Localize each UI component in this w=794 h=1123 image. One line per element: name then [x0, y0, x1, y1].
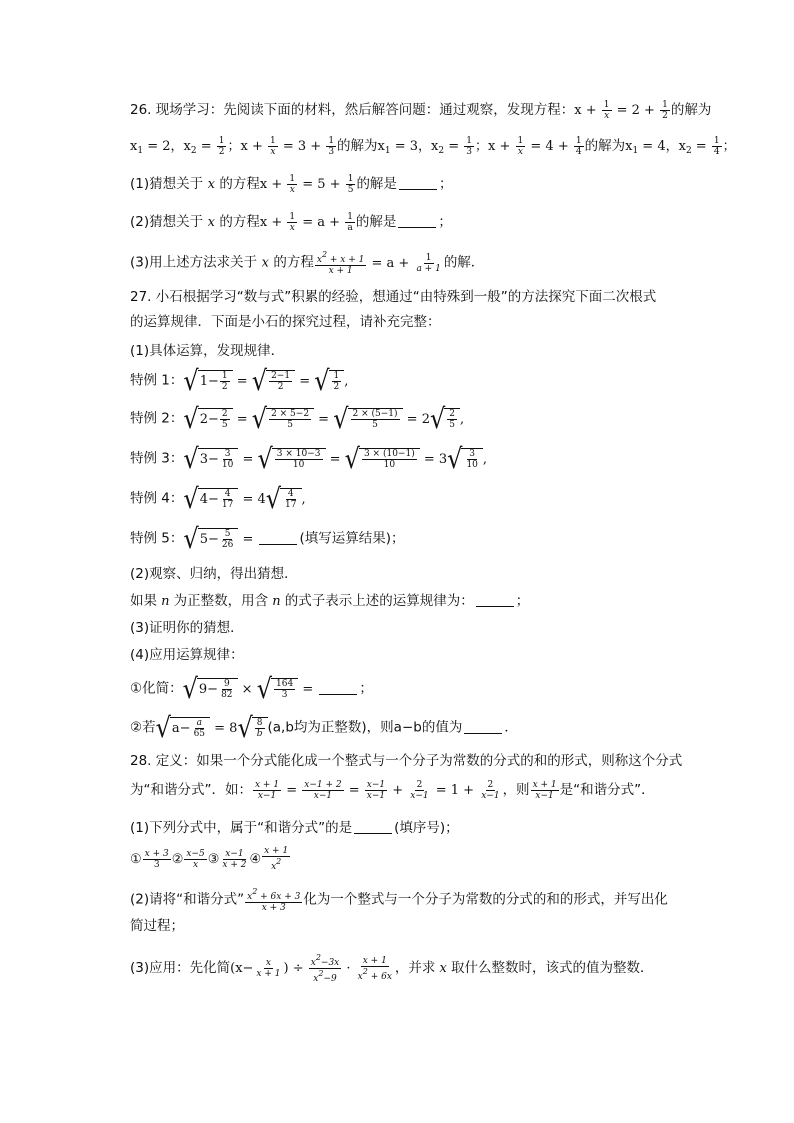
rule-text-a: 如果 [130, 593, 157, 609]
q27-part4-b: ②若 √ a− $\frac{a}{65}$ = 8 √ $\frac{8}{b}$ (a,b均为正整数)，则a−b的值为 ． [130, 711, 518, 745]
q28-def-text-b: ，则 [502, 782, 530, 798]
q26-p3-tail: 的解． [443, 254, 485, 271]
example-label: 特例 2： [130, 410, 184, 427]
q28-p2-text-a: (2)请将“和谐分式” [130, 891, 245, 908]
q27-example1: 特例 1： √ 1− $\frac{1}{2}$ = √ $\frac{2-1}{2}$ = √ $\frac{1}{2}$ , [130, 364, 349, 398]
q26-p2-tail: 的解是 [355, 214, 397, 230]
q26-p3-label: (3)用上述方法求关于 [130, 254, 258, 271]
q28-options: ① $\frac{x + 3}{3}$ ② $\frac{x-5}{x}$ ③ $\frac{x-1}{x + 2}$ ④ $\frac{x + 1}{x2}$ [130, 846, 289, 872]
q27-example2: 特例 2： √ 2− $\frac{2}{5}$ = √ $\frac{2 \times 5-2}{5}$ = √ $\frac{2 \times (5-1)}{5}$ = 2 √ $\frac{2}{5}$ , [130, 402, 465, 436]
q27-part2-rule: 如果 n 为正整数，用含 n 的式子表示上述的运算规律为： ； [130, 593, 530, 609]
answer-blank[interactable] [398, 227, 436, 228]
q27-part4: (4)应用运算规律： [130, 647, 244, 663]
simplify-label: ①化简： [130, 680, 183, 697]
example-label: 特例 4： [130, 490, 184, 507]
q28-p3-text-b: ，并求 [394, 960, 436, 976]
rule-text-b: 为正整数，用含 [173, 593, 269, 609]
q28-p3-text-a: (3)应用：先化简 [130, 960, 231, 976]
if-label: ②若 [130, 719, 156, 736]
q27-line2: 的运算规律．下面是小石的探究过程，请补充完整： [130, 314, 441, 330]
q28-p1-text: (1)下列分式中，属于“和谐分式”的是 [130, 820, 353, 836]
example-label: 特例 5： [130, 530, 184, 547]
q26-part1: (1)猜想关于 x 的方程x + $\frac{1}{x}$ = 5 + $\frac{1}{5}$ 的解是 ； [130, 174, 453, 195]
q28-part3: (3)应用：先化简(x− $\frac{x}{x + 1}$ ) ÷ $\frac{x2-3x}{x2-9}$ · $\frac{x + 1}{x2 + 6x}$ ，并求 x 取什么整数时，该式的值为整数． [130, 953, 654, 984]
answer-blank[interactable] [319, 694, 357, 695]
q28-part1 [130, 818, 459, 838]
q28-line2: 为“和谐分式”．如： $\frac{x + 1}{x-1}$ = $\frac{x-1 + 2}{x-1}$ = $\frac{x-1}{x-1}$ + $\frac{2}{x-1}$ = 1 + $\frac{2}{x-1}$ ，则 $\frac{x + 1}{x-1}$ 是“和谐分式”． [130, 780, 655, 801]
q28-line1: 28. 定义：如果一个分式能化成一个整式与一个分子为常数的分式的和的形式，则称这个分式 [130, 753, 683, 769]
q28-p2-text-b: 化为一个整式与一个分子为常数的分式的和的形式，并写出化 [303, 891, 668, 908]
example-label: 特例 1： [130, 372, 184, 389]
q28-p3-text-c: 取什么整数时，该式的值为整数． [451, 960, 654, 976]
q26-header: 26. 现场学习：先阅读下面的材料，然后解答问题：通过观察，发现方程： [130, 102, 575, 118]
answer-blank[interactable] [399, 189, 437, 190]
q28-def-text-a: 为“和谐分式”．如： [130, 782, 252, 798]
rule-text-c: 的式子表示上述的运算规律为： [284, 593, 474, 609]
q26-p2-label: (2)猜想关于 [130, 214, 204, 230]
q26-part3: (3)用上述方法求关于 x 的方程 $\frac{x2 + x + 1}{x + 1}$ = a + $\frac{1}{a + 1}$ 的解． [130, 250, 485, 276]
condition-text: (a,b均为正整数)，则a−b的值为 [267, 719, 463, 736]
q26-p3-mid: 的方程 [273, 254, 314, 271]
q27-part2: (2)观察、归纳，得出猜想． [130, 566, 298, 582]
q28-part2: (2)请将“和谐分式” $\frac{x2 + 6x + 3}{x + 3}$ 化为一个整式与一个分子为常数的分式的和的形式，并写出化 [130, 887, 668, 913]
q27-example5: 特例 5： √ 5− $\frac{5}{26}$ = (填写运算结果)； [130, 522, 405, 556]
example-label: 特例 3： [130, 450, 184, 467]
q26-p2-mid: 的方程 [219, 214, 260, 230]
q26-line2-text-b: 的解为 [584, 138, 626, 154]
q26-p1-tail: 的解是 [356, 176, 397, 192]
q26-line1: 26. 现场学习：先阅读下面的材料，然后解答问题：通过观察，发现方程：x + $\frac{1}{x}$ = 2 + $\frac{1}{2}$ 的解为 [130, 100, 712, 121]
q27-example3: 特例 3： √ 3− $\frac{3}{10}$ = √ $\frac{3 \times 10-3}{10}$ = √ $\frac{3 \times (10-1)}{10}$ = 3 √ $\frac{3}{10}$ , [130, 442, 488, 476]
q27-line1: 27. 小石根据学习“数与式”积累的经验，想通过“由特殊到一般”的方法探究下面二次根式 [130, 289, 657, 305]
q27-part1: (1)具体运算，发现规律． [130, 343, 285, 359]
q26-p1-mid: 的方程 [219, 176, 260, 192]
q26-part2: (2)猜想关于 x 的方程x + $\frac{1}{x}$ = a + $\frac{1}{a}$ 的解是 ； [130, 212, 452, 233]
answer-blank[interactable] [464, 733, 502, 734]
q26-line2: $x_1 = 2$，$x_2$ = $\frac{1}{2}$ ；x + $\frac{1}{x}$ = 3 + $\frac{1}{3}$ 的解为$x_1 = 3$，$x_2$ = $\frac{1}{3}$ ；x + $\frac{1}{x}$ = 4 + $\frac{1}{4}$ 的解为$x_1 = 4$，$x_2$ = $\frac{1}{4}$ ； [130, 136, 736, 157]
q27-part4-a: ①化简： √ 9− $\frac{9}{82}$ × √ $\frac{164}{3}$ = ； [130, 672, 373, 706]
q27-example4: 特例 4： √ 4− $\frac{4}{17}$ = 4 √ $\frac{4}{17}$ , [130, 482, 306, 516]
q27-part3: (3)证明你的猜想． [130, 620, 244, 636]
q26-line2-text-a: 的解为 [337, 138, 378, 154]
q28-def-text-c: 是“和谐分式”． [559, 782, 655, 798]
q26-p1-label: (1)猜想关于 [130, 176, 204, 192]
q26-header-suffix: 的解为 [670, 102, 712, 118]
q28-p1-tail: (填序号)； [394, 820, 459, 836]
answer-blank[interactable] [259, 544, 297, 545]
example5-tail: (填写运算结果)； [299, 530, 405, 547]
q28-part2-cont: 简过程； [130, 918, 184, 934]
answer-blank[interactable] [354, 833, 392, 834]
answer-blank[interactable] [476, 606, 514, 607]
